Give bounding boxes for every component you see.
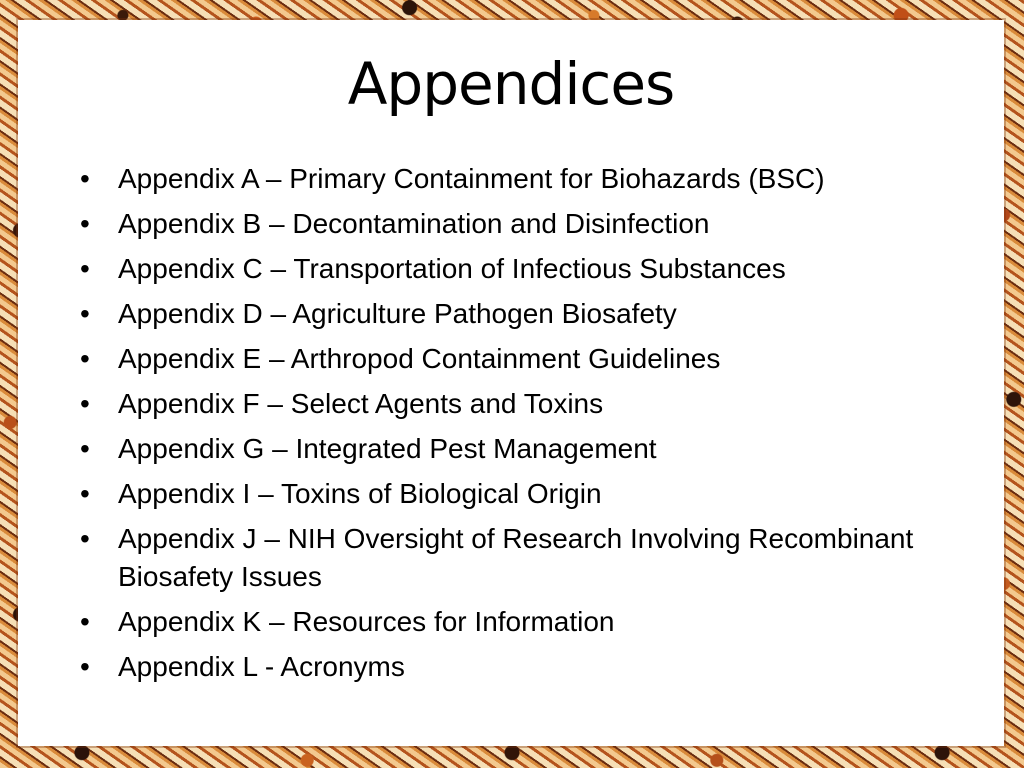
- list-item-text: Appendix L - Acronyms: [118, 651, 405, 682]
- list-item: [76, 603, 956, 641]
- bullet-icon: •: [80, 298, 90, 329]
- list-item-text: Appendix B – Decontamination and Disinfection: [118, 208, 710, 239]
- list-item: [76, 250, 956, 288]
- list-item-text: Appendix F – Select Agents and Toxins: [118, 388, 604, 419]
- slide-content: [18, 20, 1004, 746]
- bullet-icon: •: [80, 388, 90, 419]
- list-item-text: Appendix C – Transportation of Infectious Substances: [118, 253, 786, 284]
- list-item: [76, 160, 956, 198]
- list-item: [76, 385, 956, 423]
- bullet-icon: •: [80, 208, 90, 239]
- list-item-text: Appendix A – Primary Containment for Biohazards (BSC): [118, 163, 825, 194]
- bullet-icon: •: [80, 163, 90, 194]
- list-item: [76, 648, 956, 686]
- page-title: Appendices: [347, 50, 675, 118]
- bullet-list: [76, 160, 956, 693]
- list-item-text: Appendix I – Toxins of Biological Origin: [118, 478, 602, 509]
- list-item-text: Appendix G – Integrated Pest Management: [118, 433, 657, 464]
- list-item-text: Appendix E – Arthropod Containment Guidelines: [118, 343, 721, 374]
- bullet-icon: •: [80, 651, 90, 682]
- list-item: [76, 205, 956, 243]
- bullet-icon: •: [80, 253, 90, 284]
- list-item-text: Appendix K – Resources for Information: [118, 606, 615, 637]
- list-item: [76, 295, 956, 333]
- list-item: [76, 475, 956, 513]
- list-item-text: Appendix D – Agriculture Pathogen Biosafety: [118, 298, 677, 329]
- list-item: [76, 520, 956, 596]
- list-item-text: Appendix J – NIH Oversight of Research Involving Recombinant Biosafety Issues: [118, 523, 914, 592]
- bullet-icon: •: [80, 343, 90, 374]
- bullet-icon: •: [80, 433, 90, 464]
- bullet-icon: •: [80, 606, 90, 637]
- list-item: [76, 430, 956, 468]
- bullet-icon: •: [80, 478, 90, 509]
- list-item: [76, 340, 956, 378]
- bullet-icon: •: [80, 523, 90, 554]
